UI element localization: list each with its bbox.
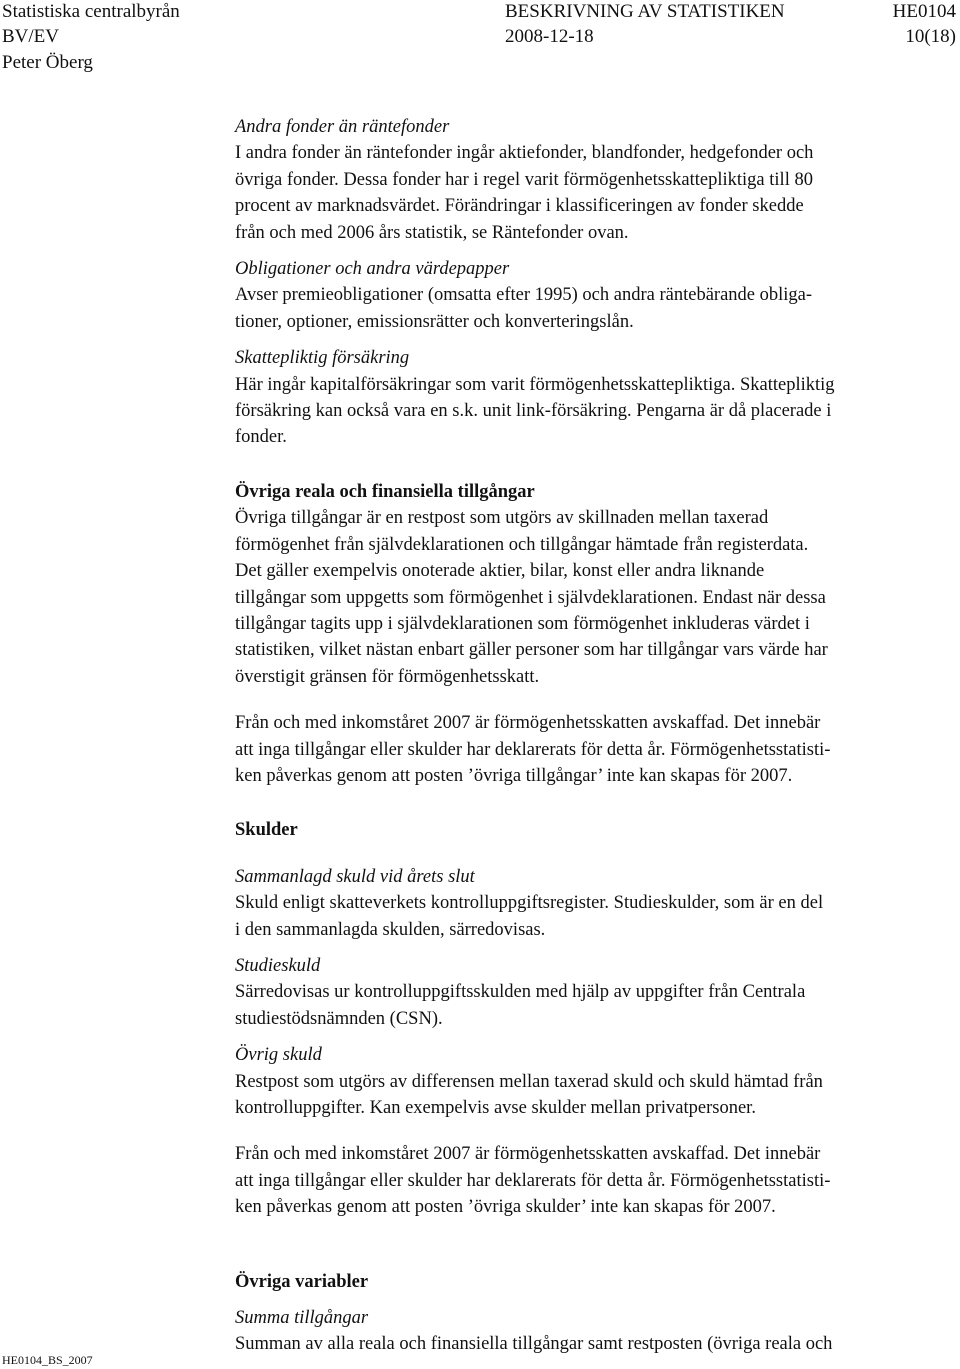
header-date: 2008-12-18 — [505, 26, 594, 47]
subheading-skattepliktig-forsakring: Skattepliktig försäkring — [235, 348, 410, 369]
header-org: Statistiska centralbyrån — [2, 1, 180, 22]
subheading-summa-tillgangar: Summa tillgångar — [235, 1308, 369, 1329]
paragraph-line: att inga tillgångar eller skulder har deklarerats för detta år. Förmögenhetsstatisti- — [235, 1170, 831, 1191]
header-doc-type: BESKRIVNING AV STATISTIKEN — [505, 1, 785, 22]
header-doc-id: HE0104 — [892, 1, 956, 22]
subheading-obligationer: Obligationer och andra värdepapper — [235, 259, 510, 280]
paragraph-line: statistiken, vilket nästan enbart gäller personer som har tillgångar vars värde har — [235, 640, 828, 661]
paragraph-line: ken påverkas genom att posten ’övriga skulder’ inte kan skapas för 2007. — [235, 1197, 776, 1218]
document-body — [235, 114, 951, 1358]
paragraph-line: övriga fonder. Dessa fonder har i regel varit förmögenhetsskattepliktiga till 80 — [235, 169, 813, 190]
paragraph-line: förmögenhet från självdeklarationen och tillgångar hämtade från registerdata. — [235, 534, 809, 555]
paragraph-line: Skuld enligt skatteverkets kontrolluppgiftsregister. Studieskulder, som är en del — [235, 893, 824, 914]
paragraph-line: att inga tillgångar eller skulder har deklarerats för detta år. Förmögenhetsstatisti- — [235, 739, 831, 760]
paragraph-line: Det gäller exempelvis onoterade aktier, bilar, konst eller andra liknande — [235, 561, 765, 582]
paragraph-line: ken påverkas genom att posten ’övriga tillgångar’ inte kan skapas för 2007. — [235, 765, 793, 786]
paragraph-line: I andra fonder än räntefonder ingår aktiefonder, blandfonder, hedgefonder och — [235, 143, 814, 164]
paragraph-line: Från och med inkomståret 2007 är förmögenhetsskatten avskaffad. Det innebär — [235, 1144, 821, 1165]
header-author: Peter Öberg — [2, 52, 93, 73]
header-dept: BV/EV — [2, 26, 59, 47]
subheading-studieskuld: Studieskuld — [235, 955, 321, 976]
paragraph-line: från och med 2006 års statistik, se Räntefonder ovan. — [235, 222, 629, 243]
paragraph-line: procent av marknadsvärdet. Förändringar i klassificeringen av fonder skedde — [235, 196, 804, 217]
paragraph-line: Restpost som utgörs av differensen mellan taxerad skuld och skuld hämtad från — [235, 1071, 823, 1092]
paragraph-line: fonder. — [235, 427, 287, 448]
subheading-andra-fonder: Andra fonder än räntefonder — [235, 117, 450, 137]
subheading-ovrig-skuld: Övrig skuld — [235, 1045, 322, 1066]
paragraph-line: Summan av alla reala och finansiella tillgångar samt restposten (övriga reala och — [235, 1334, 833, 1355]
paragraph-line: Från och med inkomståret 2007 är förmögenhetsskatten avskaffad. Det innebär — [235, 713, 821, 734]
paragraph-line: Här ingår kapitalförsäkringar som varit förmögenhetsskattepliktiga. Skattepliktig — [235, 374, 835, 395]
subheading-sammanlagd-skuld: Sammanlagd skuld vid årets slut — [235, 866, 475, 887]
paragraph-line: överstigit gränsen för förmögenhetsskatt. — [235, 666, 540, 687]
paragraph-line: Särredovisas ur kontrolluppgiftsskulden med hjälp av uppgifter från Centrala — [235, 982, 806, 1003]
heading-ovriga-reala: Övriga reala och finansiella tillgångar — [235, 481, 535, 502]
paragraph-line: kontrolluppgifter. Kan exempelvis avse skulder mellan privatpersoner. — [235, 1098, 756, 1118]
header-page-number: 10(18) — [905, 26, 956, 47]
paragraph-line: tillgångar tagits upp i självdeklarationen som förmögenhet inkluderas värdet i — [235, 613, 810, 634]
footer-code: HE0104_BS_2007 — [2, 1353, 93, 1367]
paragraph-line: Övriga tillgångar är en restpost som utgörs av skillnaden mellan taxerad — [235, 508, 769, 529]
paragraph-line: tioner, optioner, emissionsrätter och konverteringslån. — [235, 311, 634, 332]
heading-ovriga-variabler: Övriga variabler — [235, 1271, 369, 1292]
paragraph-line: försäkring kan också vara en s.k. unit link-försäkring. Pengarna är då placerade i — [235, 401, 832, 422]
paragraph-line: tillgångar som uppgetts som förmögenhet i självdeklarationen. Endast när dessa — [235, 587, 826, 608]
paragraph-line: i den sammanlagda skulden, särredovisas. — [235, 919, 546, 940]
paragraph-line: studiestödsnämnden (CSN). — [235, 1008, 443, 1029]
heading-skulder: Skulder — [235, 820, 298, 841]
paragraph-line: Avser premieobligationer (omsatta efter 1995) och andra räntebärande obliga- — [235, 285, 813, 306]
